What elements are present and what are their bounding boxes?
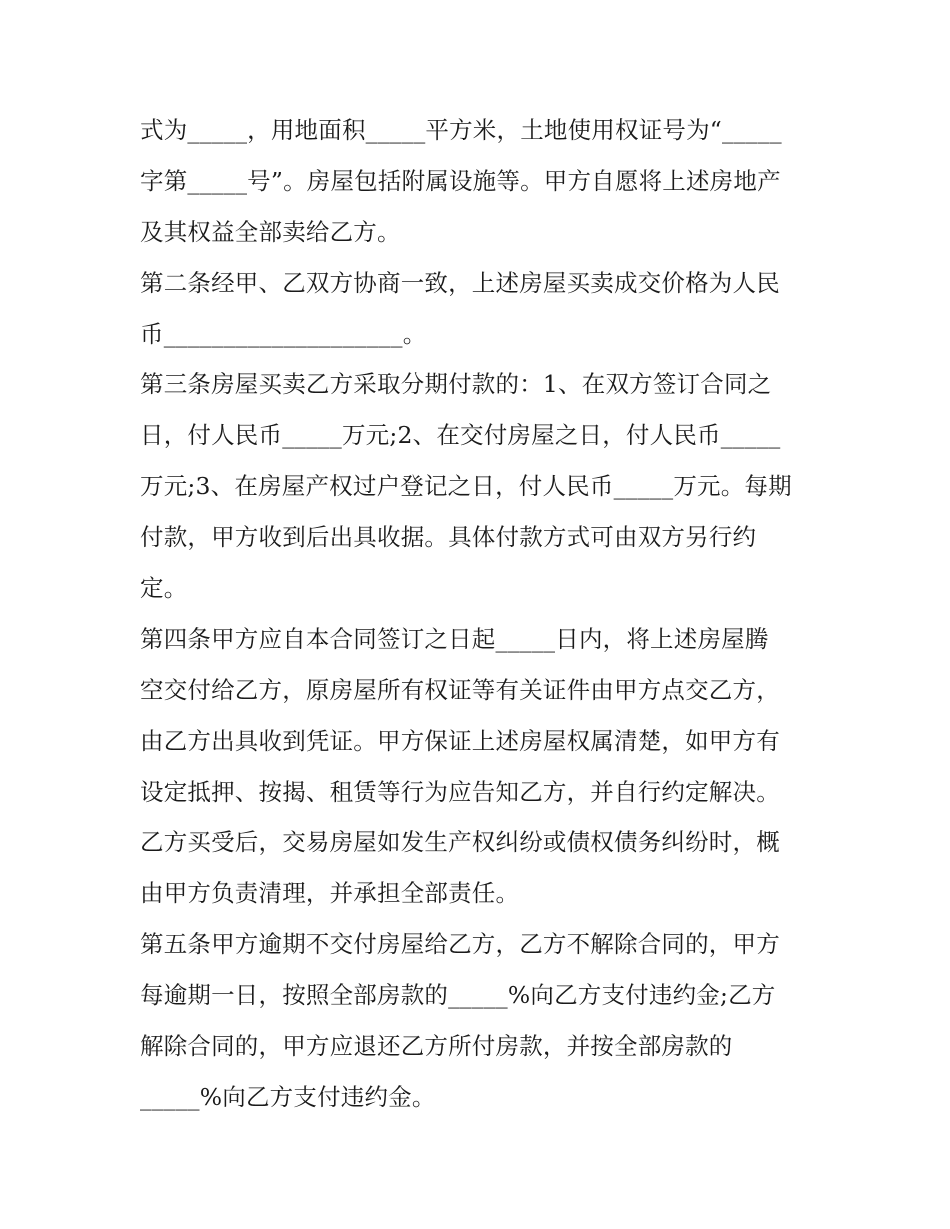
text-line: 字第_____号”。房屋包括附属设施等。甲方自愿将上述房地产 — [140, 166, 781, 195]
text-line: 空交付给乙方，原房屋所有权证等有关证件由甲方点交乙方， — [140, 675, 780, 704]
text-line: 式为_____，用地面积_____平方米，土地使用权证号为“_____ — [140, 116, 782, 144]
contract-text — [140, 108, 830, 1126]
text-line: 由甲方负责清理，并承担全部责任。 — [140, 879, 520, 908]
clause-2-line: 第二条经甲、乙双方协商一致，上述房屋买卖成交价格为人民 — [140, 268, 780, 297]
text-line: 定。 — [140, 574, 188, 603]
text-line: _____%向乙方支付违约金。 — [140, 1082, 436, 1111]
text-line: 乙方买受后，交易房屋如发生产权纠纷或债权债务纠纷时，概 — [140, 828, 780, 857]
text-line: 付款，甲方收到后出具收据。具体付款方式可由双方另行约 — [140, 523, 757, 552]
text-line: 万元;3、在房屋产权过户登记之日，付人民币_____万元。每期 — [140, 472, 792, 501]
text-line: 及其权益全部卖给乙方。 — [140, 217, 401, 246]
text-line: 日，付人民币_____万元;2、在交付房屋之日，付人民币_____ — [140, 421, 781, 450]
text-line: 设定抵押、按揭、租赁等行为应告知乙方，并自行约定解决。 — [140, 777, 780, 806]
text-line: 解除合同的，甲方应退还乙方所付房款，并按全部房款的 — [140, 1032, 733, 1061]
clause-5-line: 第五条甲方逾期不交付房屋给乙方，乙方不解除合同的，甲方 — [140, 930, 780, 959]
text-line: 每逾期一日，按照全部房款的_____%向乙方支付违约金;乙方 — [140, 981, 776, 1010]
clause-3-line: 第三条房屋买卖乙方采取分期付款的：1、在双方签订合同之 — [140, 370, 772, 399]
text-line: 币____________________。 — [140, 319, 427, 348]
text-line: 由乙方出具收到凭证。甲方保证上述房屋权属清楚，如甲方有 — [140, 726, 780, 755]
clause-4-line: 第四条甲方应自本合同签订之日起_____日内，将上述房屋腾 — [140, 624, 769, 653]
